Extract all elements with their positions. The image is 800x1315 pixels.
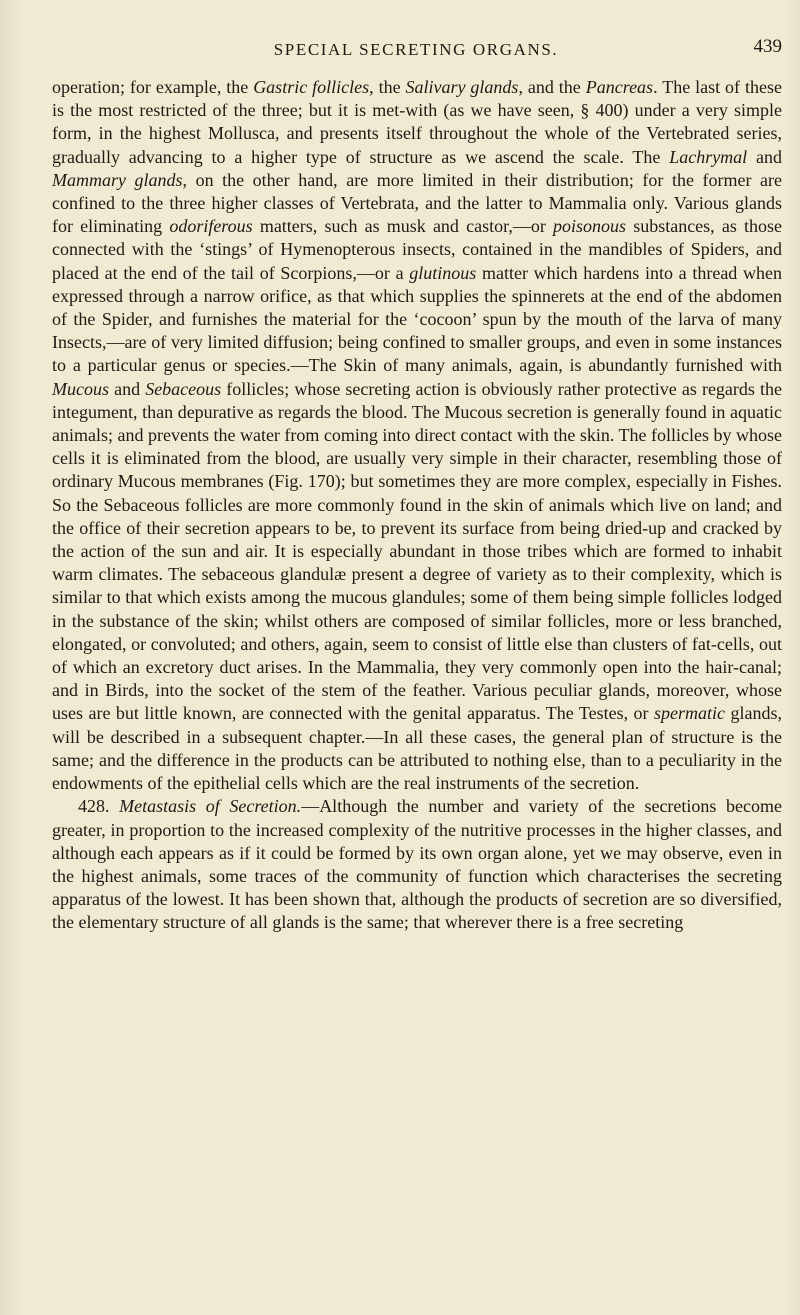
- italic-term: poisonous: [553, 216, 627, 237]
- text-run: glands, will be described in a subsequent chapter.—In all these cases, the general plan of structure is the same; and the difference in the products can be attributed to nothing else, than to a peculiarity in the endowments of the epithelial cells which are the real instruments of the secretion.: [52, 703, 782, 794]
- italic-term: Mammary glands: [52, 169, 183, 190]
- text-run: , and the: [518, 77, 586, 97]
- body-text: [52, 76, 782, 935]
- italic-term: glutinous: [409, 262, 477, 283]
- section-title: SPECIAL SECRETING ORGANS.: [273, 40, 559, 59]
- paragraph-number: 428.: [78, 796, 110, 817]
- text-run: . The last of these is the most restricted of the three; but it is met-with (as we have seen, § 400) under a very simple form, in the highest Mollusca, and presents itself throughout the whole of the Vertebrated series, gradually advancing to a higher type of structure as we ascend the scale. The: [52, 77, 782, 167]
- running-head: [50, 36, 782, 64]
- italic-term: Gastric follicles: [253, 77, 370, 97]
- italic-term: Sebaceous: [145, 378, 222, 399]
- text-run: follicles; whose secreting action is obviously rather protective as regards the integument, than depurative as regards the blood. The Mucous secretion is generally found in aquatic animals; and prevents the water from coming into direct contact with the skin. The follicles by whose cells it is eliminated from the blood, are usually very simple in their character, resembling those of ordinary Mucous membranes (Fig. 170); but sometimes they are more complex, especially in Fishes. So the Sebaceous follicles are more commonly found in the skin of animals which live on land; and the office of their secretion appears to be, to prevent its surface from being dried-up and cracked by the action of the sun and air. It is especially abundant in those tribes which are formed to inhabit warm climates. The sebaceous glandulæ present a degree of variety as to their complexity, which is similar to that which exists among the mucous glandules; some of them being simple follicles lodged in the substance of the skin; whilst others are composed of similar follicles, more or less branched, elongated, or convoluted; and others, again, seem to consist of little else than clusters of fat-cells, out of which an excretory duct arises. In the Mammalia, they very commonly open into the hair-canal; and in Birds, into the socket of the stem of the feather. Various peculiar glands, moreover, whose uses are but little known, are connected with the genital apparatus. The Testes, or: [52, 378, 783, 724]
- text-run: matters, such as musk and castor,—or: [252, 216, 554, 237]
- italic-term: Pancreas: [585, 77, 654, 97]
- text-run: —Although the number and variety of the secretions become greater, in proportion to the increased complexity of the nutritive processes in the higher classes, and although each appears as if it could be formed by its own organ alone, yet we may observe, even in the highest animals, some traces of the community of function which characterises the secreting apparatus of the lowest. It has been shown that, although the products of secretion are so diversified, the elementary structure of all glands is the same; that wherever there is a free secreting: [52, 796, 783, 933]
- paragraph-428: [52, 795, 782, 934]
- paragraph-continued: [52, 76, 782, 795]
- italic-term: Salivary glands: [405, 77, 519, 97]
- text-run: , on the other hand, are more limited in their distribution; for the former are confined to the three higher classes of Vertebrata, and the latter to Mammalia only. Various glands for eliminating: [52, 169, 782, 237]
- text-run: matter which hardens into a thread when expressed through a narrow orifice, as that which supplies the spinnerets at the end of the abdomen of the Spider, and furnishes the material for the ‘cocoon’ spun by the mouth of the larva of many Insects,—are of very limited diffusion; being confined to smaller groups, and even in some instances to a particular genus or species.—The Skin of many animals, again, is abundantly furnished with: [52, 262, 782, 376]
- italic-term: Lachrymal: [669, 146, 748, 167]
- italic-term: odoriferous: [169, 216, 253, 237]
- paragraph-heading: Metastasis of Secretion.: [119, 796, 302, 817]
- text-run: and: [109, 378, 146, 399]
- italic-term: spermatic: [654, 703, 726, 724]
- italic-term: Mucous: [52, 378, 109, 399]
- text-run: and: [747, 146, 782, 167]
- text-run: substances, as those connected with the ‘stings’ of Hymenopterous insects, contained in the mandibles of Spiders, and placed at the end of the tail of Scorpions,—or a: [52, 216, 782, 283]
- text-run: , the: [369, 77, 406, 97]
- text-run: operation; for example, the: [52, 77, 254, 97]
- page-number: 439: [753, 36, 782, 57]
